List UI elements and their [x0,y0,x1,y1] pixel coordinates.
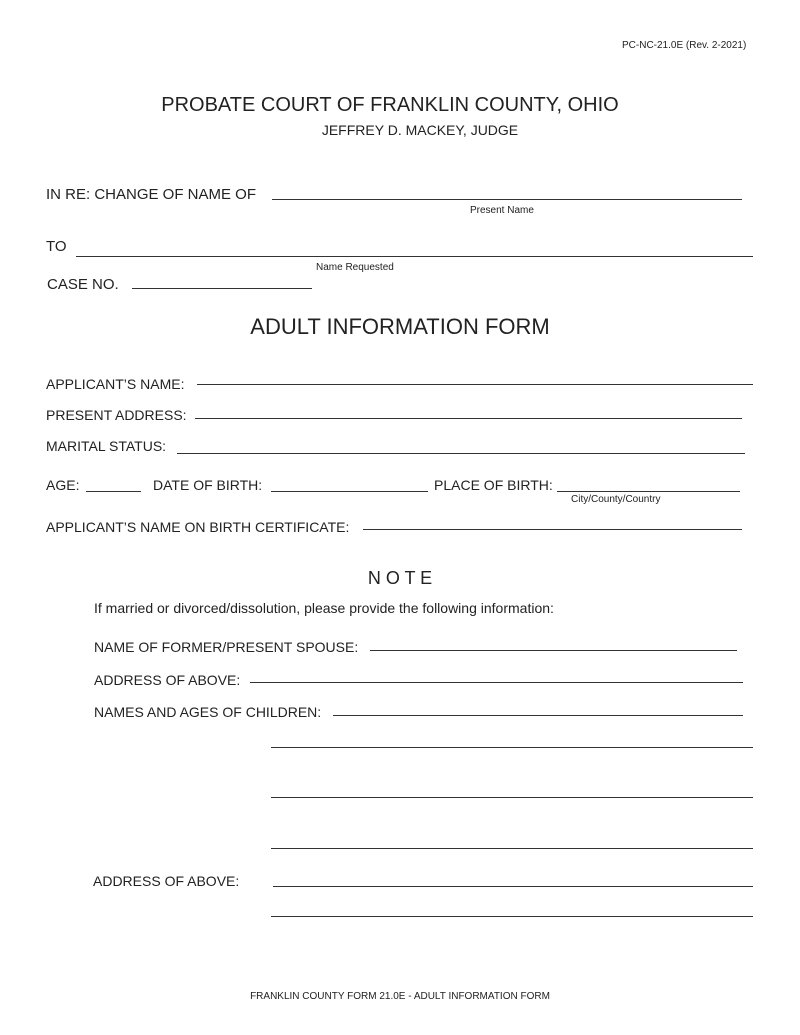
date-of-birth-line[interactable] [271,491,428,492]
marital-status-label: MARITAL STATUS: [46,438,167,454]
children-label: NAMES AND AGES OF CHILDREN: [94,704,322,720]
note-text: If married or divorced/dissolution, please provide the following information: [94,600,554,616]
present-name-caption: Present Name [470,205,534,216]
applicant-name-line[interactable] [197,384,753,385]
children-line-2[interactable] [271,747,753,748]
note-heading: N O T E [367,568,433,588]
place-of-birth-line[interactable] [557,491,740,492]
birth-cert-name-label: APPLICANT’S NAME ON BIRTH CERTIFICATE: [46,519,350,535]
footer: FRANKLIN COUNTY FORM 21.0E - ADULT INFORMATION FORM [250,991,550,1002]
case-no-line[interactable] [132,288,312,289]
present-name-line[interactable] [272,199,742,200]
birth-cert-name-line[interactable] [363,529,742,530]
judge-name: JEFFREY D. MACKEY, JUDGE [321,122,519,138]
children-line-4[interactable] [271,848,753,849]
place-of-birth-label: PLACE OF BIRTH: [434,477,553,493]
children-address-label: ADDRESS OF ABOVE: [93,873,240,889]
age-label: AGE: [46,477,80,493]
spouse-address-line[interactable] [250,682,743,683]
children-address-line-1[interactable] [273,886,753,887]
in-re-label: IN RE: CHANGE OF NAME OF [46,186,257,203]
present-address-line[interactable] [195,418,742,419]
applicant-name-label: APPLICANT’S NAME: [46,376,185,392]
spouse-name-label: NAME OF FORMER/PRESENT SPOUSE: [94,639,359,655]
children-address-line-2[interactable] [271,916,753,917]
age-line[interactable] [86,491,141,492]
form-title: ADULT INFORMATION FORM [250,314,550,339]
name-requested-caption: Name Requested [316,262,394,273]
spouse-address-label: ADDRESS OF ABOVE: [94,672,241,688]
present-address-label: PRESENT ADDRESS: [46,407,187,423]
spouse-name-line[interactable] [370,650,737,651]
form-code: PC-NC-21.0E (Rev. 2-2021) [622,40,747,51]
place-caption: City/County/Country [571,494,661,505]
children-line-3[interactable] [271,797,753,798]
to-label: TO [46,238,67,255]
name-requested-line[interactable] [76,256,753,257]
children-line-1[interactable] [333,715,743,716]
court-title: PROBATE COURT OF FRANKLIN COUNTY, OHIO [161,94,619,116]
case-no-label: CASE NO. [47,276,119,293]
date-of-birth-label: DATE OF BIRTH: [153,477,263,493]
marital-status-line[interactable] [177,453,745,454]
